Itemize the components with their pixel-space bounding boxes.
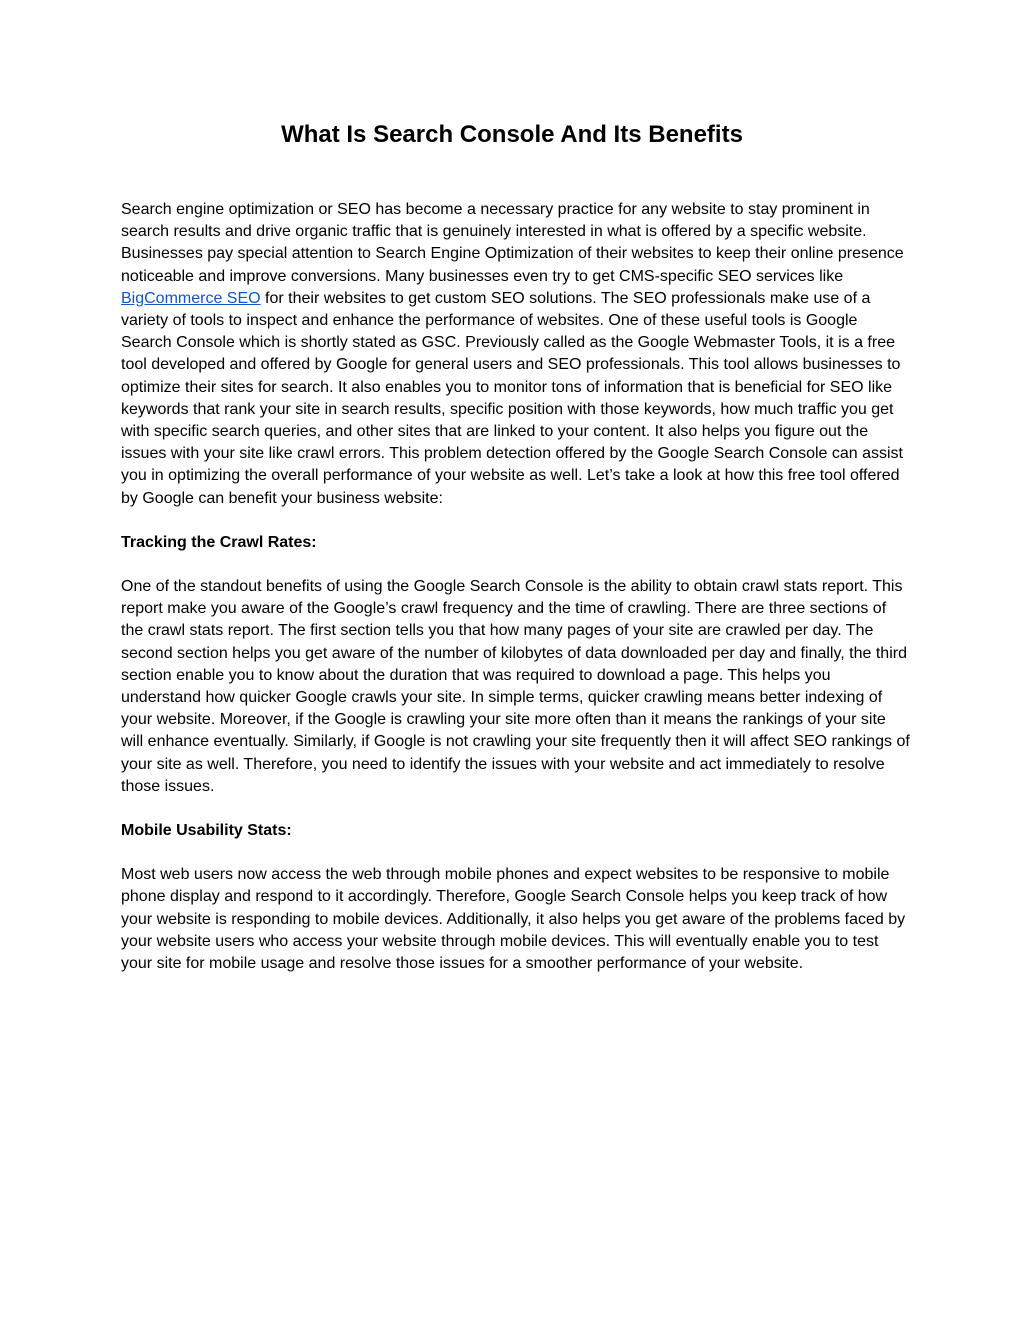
- document-body: [121, 199, 911, 997]
- bigcommerce-seo-link[interactable]: BigCommerce SEO: [121, 289, 261, 307]
- section-heading-crawl-rates: Tracking the Crawl Rates:: [121, 533, 317, 551]
- section-body-crawl-rates: One of the standout benefits of using the Google Search Console is the ability to obtain crawl stats report. This report make you aware of the Google’s crawl frequency and the time of crawling. There are three sections of the crawl stats report. The first section tells you that how many pages of your site are crawled per day. The second section helps you get aware of the number of kilobytes of data downloaded per day and finally, the third section enable you to know about the duration that was required to download a page. This helps you understand how quicker Google crawls your site. In simple terms, quicker crawling means better indexing of your website. Moreover, if the Google is crawling your site more often than it means the rankings of your site will enhance eventually. Similarly, if Google is not crawling your site frequently then it will affect SEO rankings of your site as well. Therefore, you need to identify the issues with your website and act immediately to resolve those issues.: [121, 578, 910, 795]
- intro-paragraph: [121, 199, 911, 510]
- section-heading-mobile-usability: Mobile Usability Stats:: [121, 822, 292, 840]
- intro-text-after-link: for their websites to get custom SEO solutions. The SEO professionals make use of a variety of tools to inspect and enhance the performance of websites. One of these useful tools is Google Search Console which is shortly stated as GSC. Previously called as the Google Webmaster Tools, it is a free tool developed and offered by Google for general users and SEO professionals. This tool allows businesses to optimize their sites for search. It also enables you to monitor tons of information that is beneficial for SEO like keywords that rank your site in search results, specific position with those keywords, how much traffic you get with specific search queries, and other sites that are linked to your content. It also helps you figure out the issues with your site like crawl errors. This problem detection offered by the Google Search Console can assist you in optimizing the overall performance of your website as well. Let’s take a look at how this free tool offered by Google can benefit your business website:: [121, 289, 903, 507]
- intro-text-before-link: Search engine optimization or SEO has become a necessary practice for any website to stay prominent in search results and drive organic traffic that is genuinely interested in what is offered by a specific website. Businesses pay special attention to Search Engine Optimization of their websites to keep their online presence noticeable and improve conversions. Many businesses even try to get CMS-specific SEO services like: [121, 201, 904, 285]
- document-title: What Is Search Console And Its Benefits: [281, 121, 743, 148]
- section-body-mobile-usability: Most web users now access the web through mobile phones and expect websites to be responsive to mobile phone display and respond to it accordingly. Therefore, Google Search Console helps you keep track of how your website is responding to mobile devices. Additionally, it also helps you get aware of the problems faced by your website users who access your website through mobile devices. This will eventually enable you to test your site for mobile usage and resolve those issues for a smoother performance of your website.: [121, 866, 906, 973]
